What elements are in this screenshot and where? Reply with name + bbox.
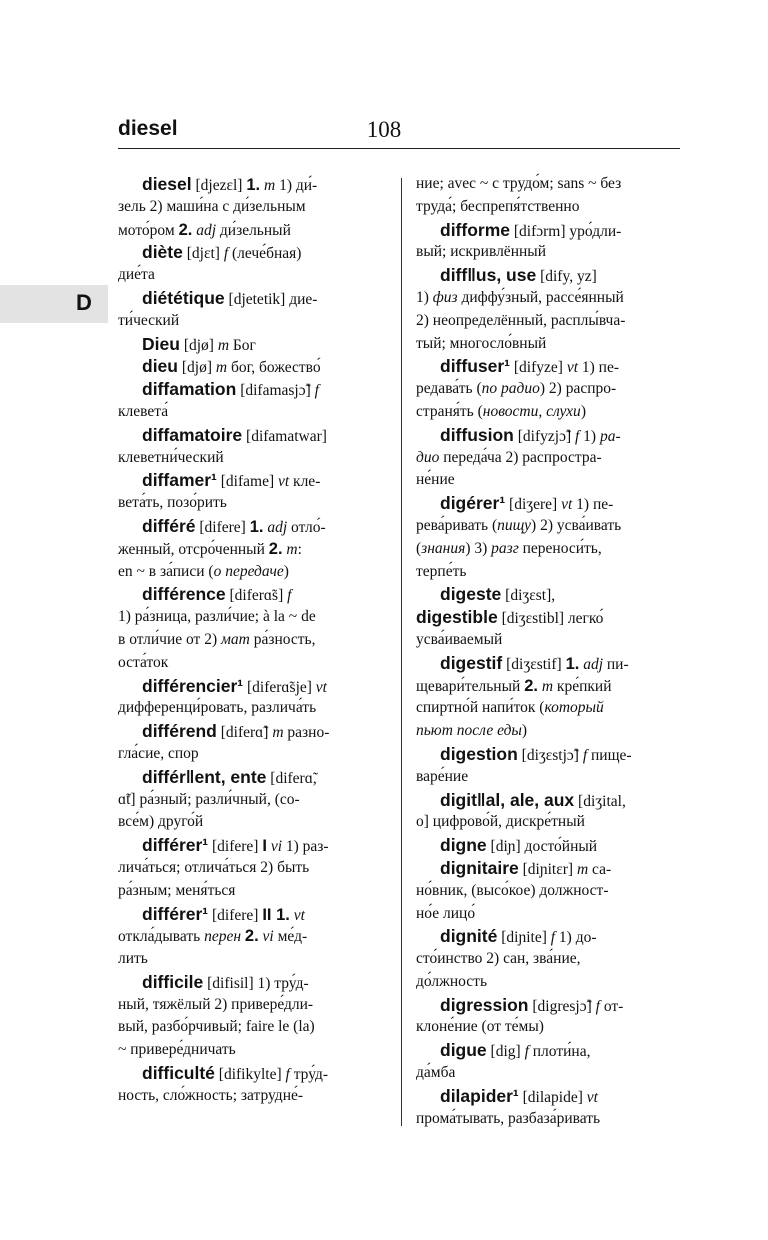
text-line: клеветни́ческий (118, 448, 224, 466)
running-head-word: diesel (118, 117, 178, 140)
text-line: страня́ть (новости, слухи) (416, 402, 586, 420)
text-line: différer¹ [difere] I vi 1) раз- (142, 835, 329, 856)
text-line: зель 2) маши́на с ди́зельным (118, 197, 306, 215)
text-line: difficulté [difikylte] f тру́д- (142, 1063, 329, 1084)
text-line: digression [digresjɔ̃] f от- (440, 994, 624, 1015)
text-line: тый; многосло́вный (416, 334, 547, 352)
text-line: но́вник, (высо́кое) должност- (416, 881, 609, 899)
text-line: труда́; беспрепя́тственно (416, 197, 580, 215)
thumb-index-letter: D (76, 290, 92, 315)
text-line: ɑ̃t] ра́зный; разли́чный, (со- (118, 790, 300, 808)
text-line: o] цифрово́й, дискре́тный (416, 813, 585, 831)
text-line: différencier¹ [diferɑ̃sje] vt (142, 675, 327, 696)
text-line: в отли́чие от 2) мат ра́зность, (118, 630, 316, 648)
text-line: dignitaire [diɲitɛr] m са- (440, 857, 612, 878)
text-line: digestif [diʒɛstif] 1. adj пи- (440, 652, 629, 673)
text-line: ти́ческий (118, 311, 180, 329)
text-line: варе́ние (416, 767, 469, 785)
text-line: diffamation [difamasjɔ̃] f (142, 379, 319, 400)
text-line: (знания) 3) разг переноси́ть, (416, 539, 602, 557)
text-line: 2) неопределённый, расплы́вча- (416, 311, 626, 329)
text-line: ный, тяжёлый 2) привере́дли- (118, 995, 314, 1013)
text-line: редава́ть (по радио) 2) распро- (416, 380, 617, 398)
text-line: digestible [diʒɛstibl] легко́ (416, 607, 604, 628)
text-line: клевета́ (118, 402, 169, 420)
text-line: ра́зным; меня́ться (118, 881, 236, 899)
text-line: мото́ром 2. adj ди́зельный (118, 220, 291, 239)
text-line: diesel [djezɛl] 1. m 1) ди́- (142, 174, 318, 194)
left-column (118, 173, 362, 1108)
text-line: digue [dig] f плоти́на, (440, 1040, 591, 1061)
text-line: лича́ться; отлича́ться 2) быть (118, 858, 310, 876)
text-line: до́лжность (416, 972, 488, 990)
text-line: лить (118, 950, 148, 968)
text-line: клоне́ние (от те́мы) (416, 1018, 544, 1036)
text-line: digit‖al, ale, aux [diʒital, (440, 789, 626, 810)
text-line: не́ние (416, 471, 455, 489)
text-line: différ‖ent, ente [diferɑ̃, (142, 766, 317, 787)
header-rule (118, 148, 680, 149)
page-number: 108 (366, 117, 402, 142)
text-line: en ~ в за́писи (о передаче) (118, 562, 289, 580)
text-line: différence [diferɑ̃s] f (142, 584, 292, 605)
text-line: дио переда́ча 2) распростра- (416, 448, 602, 466)
text-line: гла́сие, спор (118, 744, 199, 762)
text-line: dignité [diɲite] f 1) до- (440, 926, 597, 947)
text-line: терпе́ть (416, 562, 467, 580)
text-line: diffusion [difyzjɔ̃] f 1) ра- (440, 424, 621, 445)
text-line: ~ привере́дничать (118, 1041, 236, 1059)
text-line: все́м) друго́й (118, 813, 204, 831)
text-line: diffuser¹ [difyze] vt 1) пе- (440, 356, 619, 377)
text-line: да́мба (416, 1064, 456, 1082)
text-line: женный, отсро́ченный 2. m: (118, 539, 302, 558)
right-column (416, 173, 680, 1130)
text-line: diététique [djetetik] дие- (142, 287, 318, 308)
text-line: diffamatoire [difamatwar] (142, 424, 327, 445)
text-line: difficile [difisil] 1) тру́д- (142, 971, 309, 992)
text-line: спиртно́й напи́ток (который (416, 699, 604, 717)
text-line: dilapider¹ [dilapide] vt (440, 1085, 598, 1106)
text-line: щевари́тельный 2. m кре́пкий (416, 676, 612, 695)
text-line: difforme [difɔrm] уро́дли- (440, 219, 622, 240)
text-line: но́е лицо́ (416, 904, 476, 922)
text-line: différé [difere] 1. adj отло́- (142, 515, 326, 536)
text-line: дифференци́ровать, различа́ть (118, 699, 317, 717)
text-line: digestion [diʒɛstjɔ̃] f пище- (440, 743, 632, 764)
text-line: вета́ть, позо́рить (118, 494, 227, 512)
text-line: вый, разбо́рчивый; faire le (la) (118, 1018, 315, 1036)
text-line: вый; искривлённый (416, 243, 546, 261)
text-line: дие́та (118, 266, 155, 284)
text-line: digne [diɲ] досто́йный (440, 835, 598, 856)
text-line: digeste [diʒɛst], (440, 584, 556, 605)
text-line: Dieu [djø] m Бог (142, 333, 256, 354)
text-line: ние; avec ~ с трудо́м; sans ~ без (416, 175, 622, 192)
text-line: différer¹ [difere] II 1. vt (142, 903, 305, 924)
text-line: прома́тывать, разбаза́ривать (416, 1109, 601, 1127)
text-line: digérer¹ [diʒere] vt 1) пе- (440, 493, 614, 514)
text-line: откла́дывать перен 2. vi ме́д- (118, 927, 308, 946)
text-line: dieu [djø] m бог, божество́ (142, 356, 321, 377)
text-line: рева́ривать (пищу) 2) усва́ивать (416, 516, 622, 534)
text-line: diff‖us, use [dify, yz] (440, 265, 597, 286)
text-line: ность, сло́жность; затрудне́- (118, 1086, 304, 1104)
text-line: différend [diferɑ̃] m разно- (142, 721, 330, 742)
text-line: усва́иваемый (416, 630, 503, 648)
text-line: 1) ра́зница, разли́чие; à la ~ de (118, 608, 316, 626)
text-line: оста́ток (118, 653, 169, 671)
text-line: пьют после еды) (416, 722, 528, 740)
column-divider (401, 178, 402, 1126)
text-line: 1) физ диффу́зный, рассе́янный (416, 288, 624, 306)
text-line: diffamer¹ [difame] vt кле- (142, 470, 321, 491)
text-line: diète [djɛt] f (лече́бная) (142, 242, 302, 263)
text-line: сто́инство 2) сан, зва́ние, (416, 950, 581, 968)
